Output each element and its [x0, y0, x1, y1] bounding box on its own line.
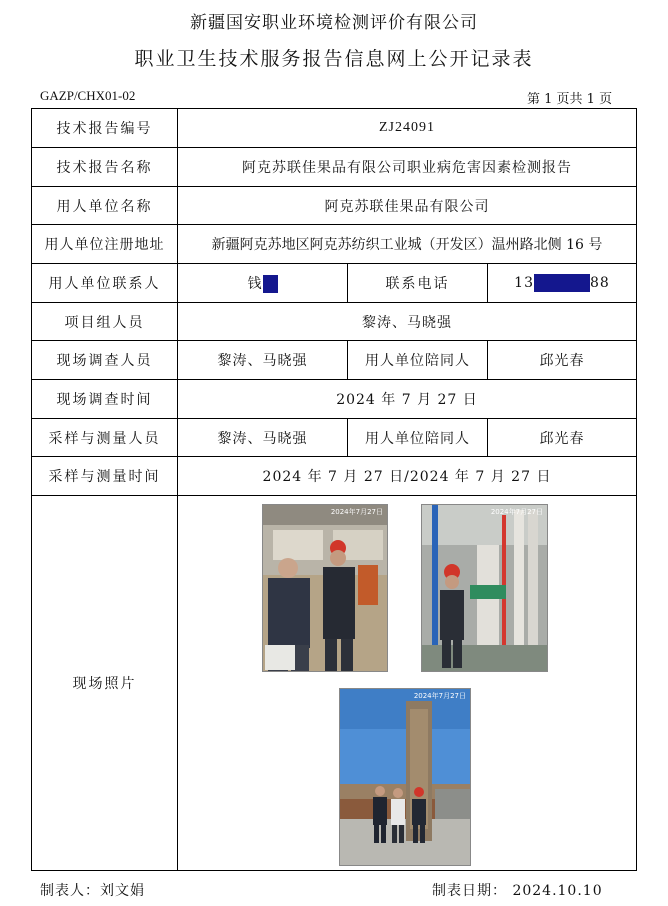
table-row [32, 264, 637, 303]
report-name-label: 技术报告名称 [32, 148, 178, 187]
photo-timestamp: 2024年7月27日 [330, 507, 383, 516]
sampling-staff-label: 采样与测量人员 [32, 419, 178, 457]
employer-label: 用人单位名称 [32, 187, 178, 225]
sampling-staff-value: 黎涛、马晓强 [178, 419, 348, 457]
contact-label: 用人单位联系人 [32, 264, 178, 303]
table-row [32, 225, 637, 264]
sampling-escort-label: 用人单位陪同人 [348, 419, 488, 457]
table-row [32, 457, 637, 496]
survey-escort-value: 邱光春 [488, 341, 637, 380]
form-code: GAZP/CHX01-02 [40, 88, 136, 103]
sampling-escort-value: 邱光春 [488, 419, 637, 457]
address-value: 新疆阿克苏地区阿克苏纺织工业城（开发区）温州路北侧 16 号 [178, 225, 637, 264]
team-label: 项目组人员 [32, 303, 178, 341]
report-name-value: 阿克苏联佳果品有限公司职业病危害因素检测报告 [178, 148, 637, 187]
table-row [32, 341, 637, 380]
phone-value [488, 264, 637, 303]
record-table [31, 108, 637, 871]
table-row [32, 148, 637, 187]
phone-suffix: 88 [590, 275, 610, 291]
site-photo-3 [339, 688, 471, 866]
table-row [32, 380, 637, 419]
report-no-label: 技术报告编号 [32, 109, 178, 148]
page-info: 第 1 页共 1 页 [527, 92, 613, 107]
phone-prefix: 13 [514, 275, 534, 291]
report-no-value: ZJ24091 [178, 109, 637, 148]
team-value: 黎涛、马晓强 [178, 303, 637, 341]
sampling-time-value: 2024 年 7 月 27 日/2024 年 7 月 27 日 [178, 457, 637, 496]
survey-staff-value: 黎涛、马晓强 [178, 341, 348, 380]
company-name: 新疆国安职业环境检测评价有限公司 [190, 13, 478, 33]
survey-time-value: 2024 年 7 月 27 日 [178, 380, 637, 419]
photos-label: 现场照片 [32, 496, 178, 871]
survey-time-label: 现场调查时间 [32, 380, 178, 419]
photo-timestamp: 2024年7月27日 [490, 507, 543, 516]
phone-label: 联系电话 [348, 264, 488, 303]
redaction-block [263, 275, 278, 293]
table-row [32, 187, 637, 225]
survey-staff-label: 现场调查人员 [32, 341, 178, 380]
table-row [32, 419, 637, 457]
employer-value: 阿克苏联佳果品有限公司 [178, 187, 637, 225]
site-photo-2 [421, 504, 548, 672]
contact-person [178, 264, 348, 303]
redaction-block [534, 274, 590, 292]
table-row [32, 496, 637, 871]
table-row [32, 109, 637, 148]
site-photo-1 [262, 504, 388, 672]
photo-timestamp: 2024年7月27日 [413, 691, 466, 700]
sampling-time-label: 采样与测量时间 [32, 457, 178, 496]
survey-escort-label: 用人单位陪同人 [348, 341, 488, 380]
photos-cell [178, 496, 637, 871]
address-label: 用人单位注册地址 [32, 225, 178, 264]
contact-name: 钱 [247, 276, 263, 292]
table-row [32, 303, 637, 341]
page-title: 职业卫生技术服务报告信息网上公开记录表 [134, 48, 534, 70]
prepared-date: 制表日期： 2024.10.10 [432, 883, 603, 899]
prepared-by: 制表人：刘文娟 [40, 883, 145, 899]
photo-gallery [178, 497, 634, 870]
